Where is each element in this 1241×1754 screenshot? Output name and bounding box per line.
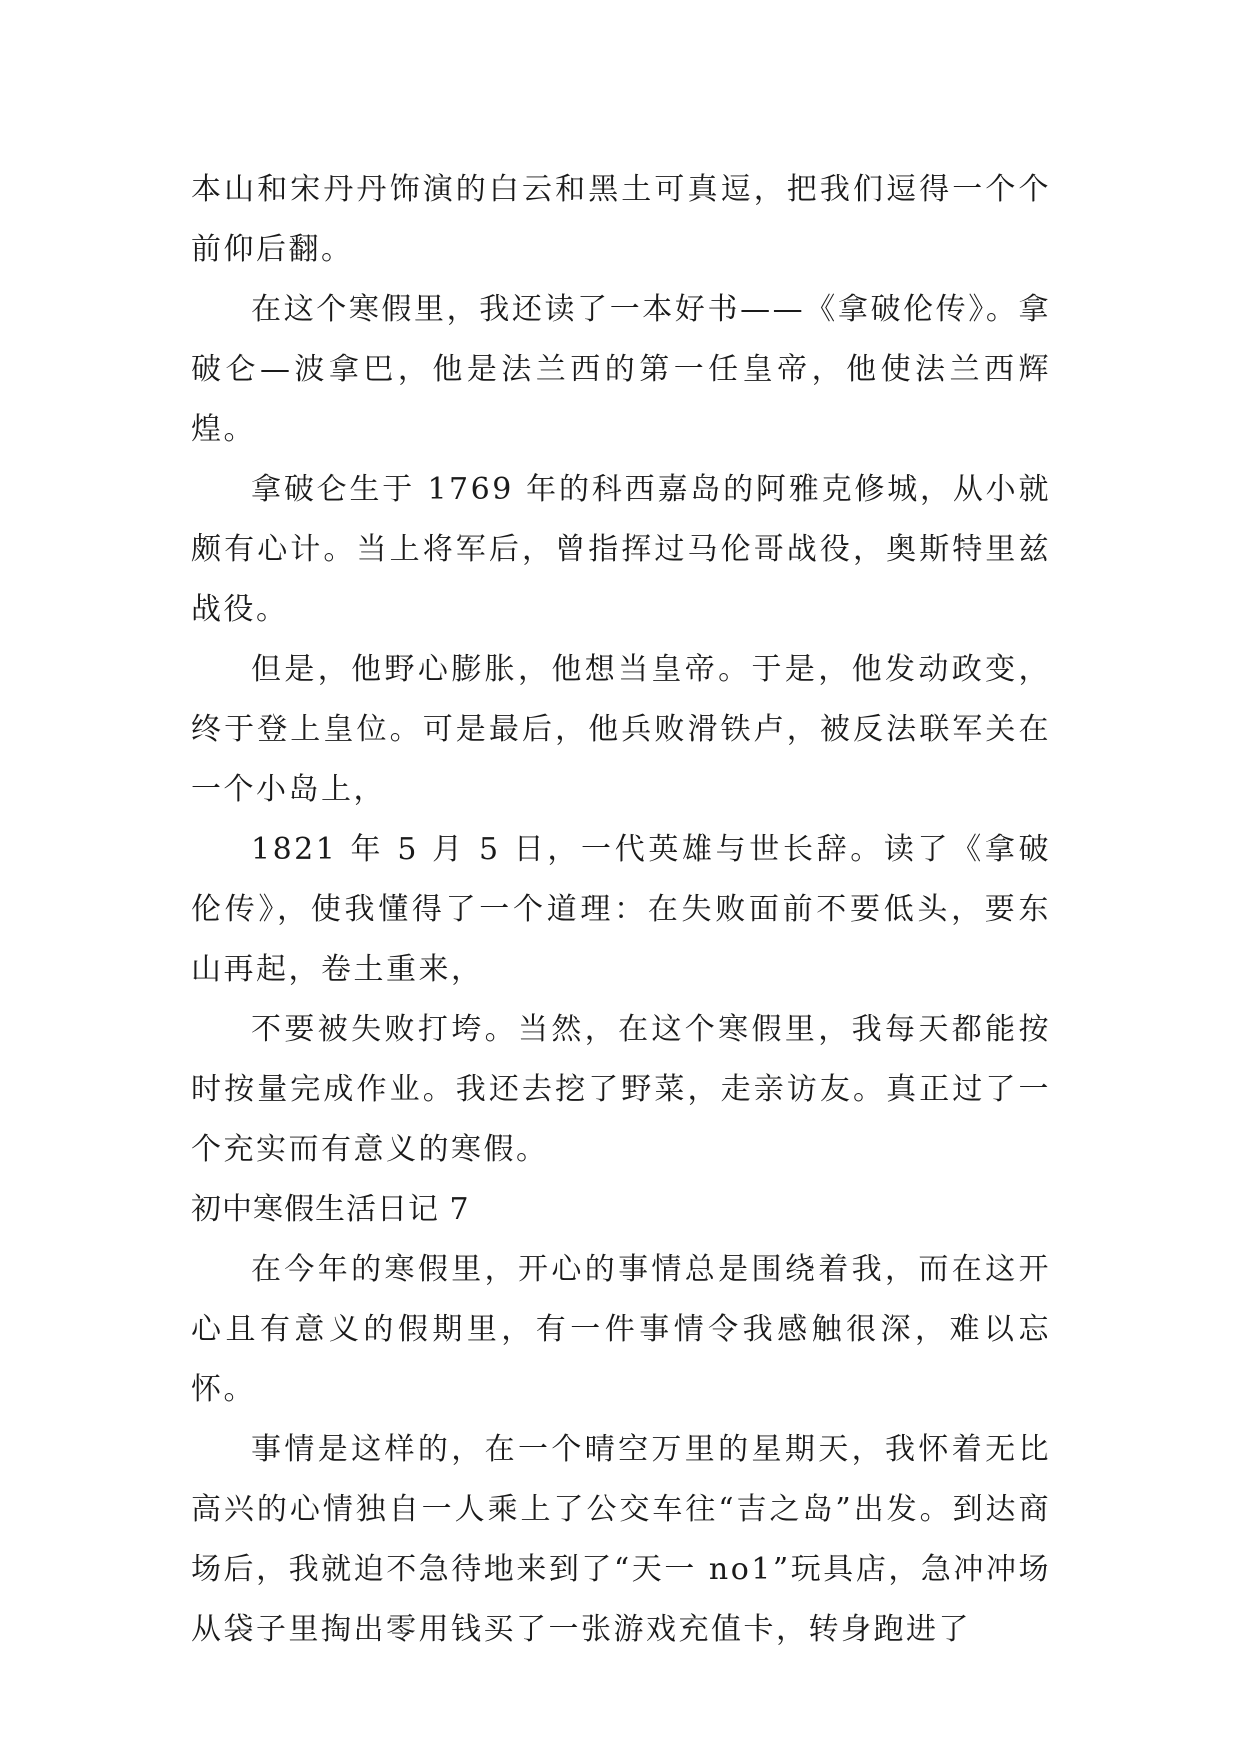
- section-heading: 初中寒假生活日记 7: [191, 1192, 470, 1227]
- paragraph: 1821 年 5 月 5 日，一代英雄与世长辞。读了《拿破伦传》，使我懂得了一个道理：在失败面前不要低头，要东山再起，卷土重来，: [191, 832, 1051, 987]
- paragraph: 但是，他野心膨胀，他想当皇帝。于是，他发动政变，终于登上皇位。可是最后，他兵败滑铁卢，被反法联军关在一个小岛上，: [191, 652, 1051, 807]
- paragraph: 在这个寒假里，我还读了一本好书——《拿破伦传》。拿破仑—波拿巴，他是法兰西的第一任皇帝，他使法兰西辉煌。: [191, 292, 1051, 447]
- document-body: [191, 160, 1051, 1660]
- paragraph: 拿破仑生于 1769 年的科西嘉岛的阿雅克修城，从小就颇有心计。当上将军后，曾指挥过马伦哥战役，奥斯特里兹战役。: [191, 472, 1051, 627]
- paragraph: 不要被失败打垮。当然，在这个寒假里，我每天都能按时按量完成作业。我还去挖了野菜，走亲访友。真正过了一个充实而有意义的寒假。: [191, 1012, 1051, 1167]
- paragraph: 本山和宋丹丹饰演的白云和黑土可真逗，把我们逗得一个个前仰后翻。: [191, 172, 1051, 267]
- paragraph: 事情是这样的，在一个晴空万里的星期天，我怀着无比高兴的心情独自一人乘上了公交车往“吉之岛”出发。到达商场后，我就迫不急待地来到了“天一 no1”玩具店，急冲冲场从袋子里掏出零用钱买了一张游戏充值卡，转身跑进了: [191, 1432, 1051, 1647]
- paragraph: 在今年的寒假里，开心的事情总是围绕着我，而在这开心且有意义的假期里，有一件事情令我感触很深，难以忘怀。: [191, 1252, 1051, 1407]
